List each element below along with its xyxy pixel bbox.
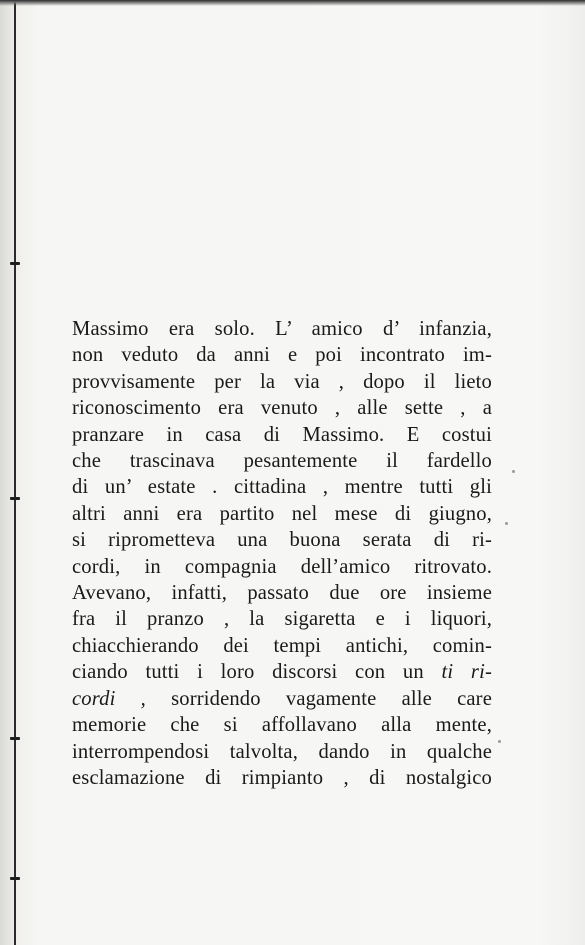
text-line: chiacchierando dei tempi antichi, comin- bbox=[72, 634, 492, 657]
text-fragment: sorridendo vagamente alle care bbox=[145, 687, 492, 710]
binding-thread-mark bbox=[10, 262, 20, 265]
text-line: fra il pranzo , la sigaretta e i liquori, bbox=[72, 608, 492, 631]
text-line: Avevano, infatti, passato due ore insieme bbox=[72, 582, 492, 605]
body-paragraph bbox=[72, 316, 492, 791]
text-line-with-italic bbox=[72, 659, 492, 685]
binding-thread-mark bbox=[10, 737, 20, 740]
italic-fragment: cordi , bbox=[72, 687, 146, 710]
text-line: si riprometteva una buona serata di ri- bbox=[72, 529, 492, 552]
text-line: di un’ estate . cittadina , mentre tutti gli bbox=[72, 476, 492, 499]
text-line: Massimo era solo. L’ amico d’ infanzia, bbox=[72, 318, 492, 340]
text-line: altri anni era partito nel mese di giugno, bbox=[72, 502, 492, 525]
text-line: esclamazione di rimpianto , di nostalgico bbox=[72, 766, 492, 789]
text-line: che trascinava pesantemente il fardello bbox=[72, 450, 492, 473]
text-fragment: ciando tutti i loro discorsi con un bbox=[72, 661, 424, 684]
page-gutter-shadow bbox=[0, 0, 14, 945]
binding-edge bbox=[14, 0, 16, 945]
paper-speck bbox=[498, 740, 501, 743]
binding-thread-mark bbox=[10, 877, 20, 880]
text-line: cordi, in compagnia dell’amico ritrovato. bbox=[72, 555, 492, 578]
text-line: provvisamente per la via , dopo il lieto bbox=[72, 370, 492, 393]
page-top-edge bbox=[0, 0, 585, 6]
text-line: memorie che si affollavano alla mente, bbox=[72, 714, 492, 737]
text-line-with-italic bbox=[72, 686, 492, 712]
paper-speck bbox=[512, 470, 515, 473]
italic-fragment: ti ri- bbox=[441, 661, 492, 684]
text-line: riconoscimento era venuto , alle sette , a bbox=[72, 397, 492, 420]
text-line: interrompendosi talvolta, dando in qualche bbox=[72, 740, 492, 763]
text-line: pranzare in casa di Massimo. E costui bbox=[72, 423, 492, 446]
text-line: non veduto da anni e poi incontrato im- bbox=[72, 344, 492, 367]
binding-thread-mark bbox=[10, 497, 20, 500]
paper-speck bbox=[505, 522, 508, 525]
